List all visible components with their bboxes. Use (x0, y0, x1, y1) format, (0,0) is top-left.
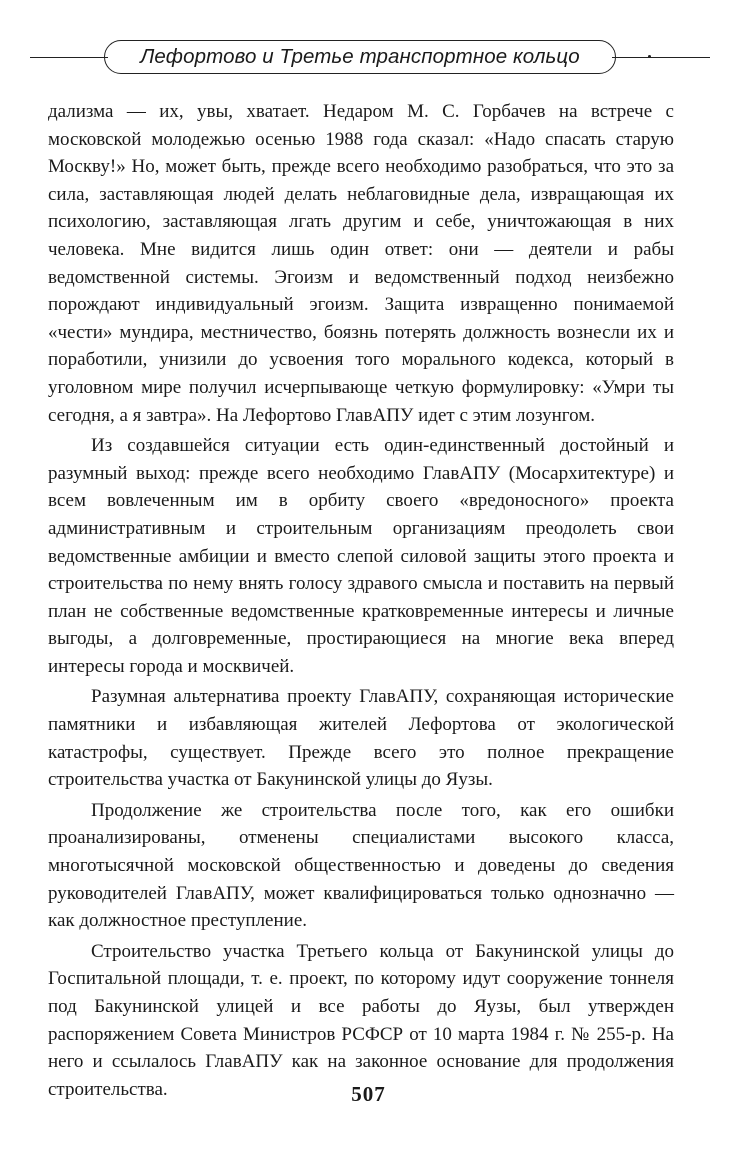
paragraph: Разумная альтернатива проекту ГлавАПУ, сохраняющая исторические памятники и избавляющая жителей Лефортова от экологической катастрофы, существует. Прежде всего это полное прекращение строительства участка от Бакунинской улицы до Яузы. (48, 686, 674, 791)
header-title-frame (104, 40, 616, 74)
header-title: Лефортово и Третье транспортное кольцо (140, 45, 580, 68)
header-dot (648, 55, 651, 58)
header-rule-left (30, 57, 108, 58)
paragraph: Из создавшейся ситуации есть один-единственный достойный и разумный выход: прежде всего необходимо ГлавАПУ (Мосархитектуре) и всем вовлеченным им в орбиту своего «вредоносного» проекта административным и строительным организациям преодолеть свои ведомственные амбиции и вместо слепой силовой защиты этого проекта и строительства по нему внять голосу здравого смысла и поставить на первый план не собственные ведомственные кратковременные интересы и личные выгоды, а долговременные, простирающиеся на многие века вперед интересы города и москвичей. (48, 435, 674, 677)
page-body (48, 98, 674, 1103)
paragraph: Продолжение же строительства после того, как его ошибки проанализированы, отменены специалистами высокого класса, многотысячной московской общественностью и доведены до сведения руководителей ГлавАПУ, может квалифицироваться только однозначно — как должностное преступление. (48, 799, 674, 932)
header-rule-right (612, 57, 710, 58)
paragraph: Строительство участка Третьего кольца от Бакунинской улицы до Госпитальной площади, т. е. проект, по которому идут сооружение тоннеля под Бакунинской улицей и все работы до Яузы, был утвержден распоряжением Совета Министров РСФСР от 10 марта 1984 г. № 255-р. На него и ссылалось ГлавАПУ как на законное основание для продолжения строительства. (48, 940, 674, 1100)
page-number: 507 (351, 1082, 386, 1106)
paragraph-continued: дализма — их, увы, хватает. Недаром М. С. Горбачев на встрече с московской молодежью осенью 1988 года сказал: «Надо спасать старую Москву!» Но, может быть, прежде всего необходимо разобраться, что это за сила, заставляющая людей делать неблаговидные дела, извращающая их психологию, заставляющая лгать другим и себе, уничтожающая в них человека. Мне видится лишь один ответ: они — деятели и рабы ведомственной системы. Эгоизм и ведомственный подход неизбежно порождают индивидуальный эгоизм. Защита извращенно понимаемой «чести» мундира, местничество, боязнь потерять должность вознесли их и поработили, унизили до усвоения того морального кодекса, который в уголовном мире получил исчерпывающе четкую формулировку: «Умри ты сегодня, а я завтра». На Лефортово ГлавАПУ идет с этим лозунгом. (48, 101, 674, 426)
running-header (30, 40, 710, 76)
